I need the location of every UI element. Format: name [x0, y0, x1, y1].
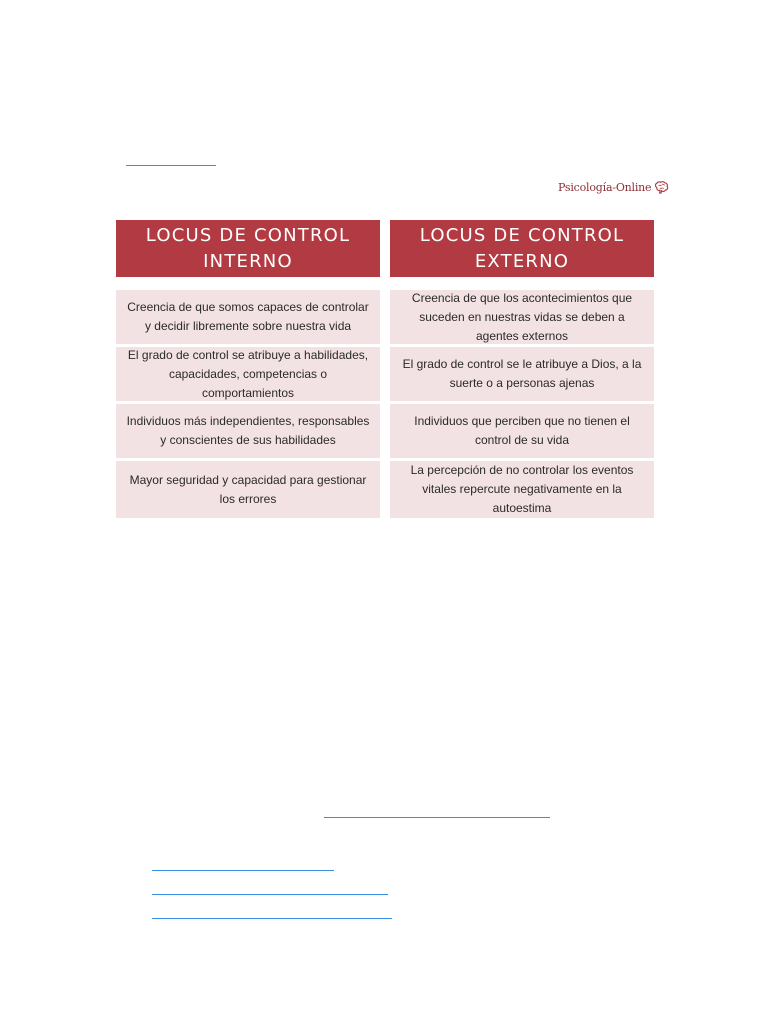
cell-interno-3: Individuos más independientes, responsables y conscientes de sus habilidades [116, 404, 380, 458]
link-list-3[interactable] [152, 918, 392, 919]
column-interno [116, 290, 380, 521]
column-externo [390, 290, 654, 521]
cell-interno-4: Mayor seguridad y capacidad para gestionar los errores [116, 461, 380, 518]
cell-externo-4: La percepción de no controlar los eventos vitales repercute negativamente en la autoestima [390, 461, 654, 518]
cell-externo-1: Creencia de que los acontecimientos que suceden en nuestras vidas se deben a agentes externos [390, 290, 654, 344]
brand-logo [558, 178, 669, 196]
cell-externo-3: Individuos que perciben que no tienen el control de su vida [390, 404, 654, 458]
brain-icon [654, 181, 669, 194]
header-locus-externo [390, 220, 654, 277]
link-middle[interactable] [324, 817, 550, 818]
cell-interno-1: Creencia de que somos capaces de controlar y decidir libremente sobre nuestra vida [116, 290, 380, 344]
header-locus-interno [116, 220, 380, 277]
brand-name: Psicología-Online [558, 180, 652, 194]
header-interno-line2: INTERNO [203, 250, 293, 272]
header-interno-line1: LOCUS DE CONTROL [145, 224, 351, 246]
header-externo-line2: EXTERNO [474, 250, 570, 272]
cell-externo-2: El grado de control se le atribuye a Dios, a la suerte o a personas ajenas [390, 347, 654, 401]
link-list-2[interactable] [152, 894, 388, 895]
cell-interno-2: El grado de control se atribuye a habilidades, capacidades, competencias o comportamientos [116, 347, 380, 401]
link-list-1[interactable] [152, 870, 334, 871]
header-externo-line1: LOCUS DE CONTROL [419, 224, 625, 246]
link-top[interactable] [126, 165, 216, 166]
